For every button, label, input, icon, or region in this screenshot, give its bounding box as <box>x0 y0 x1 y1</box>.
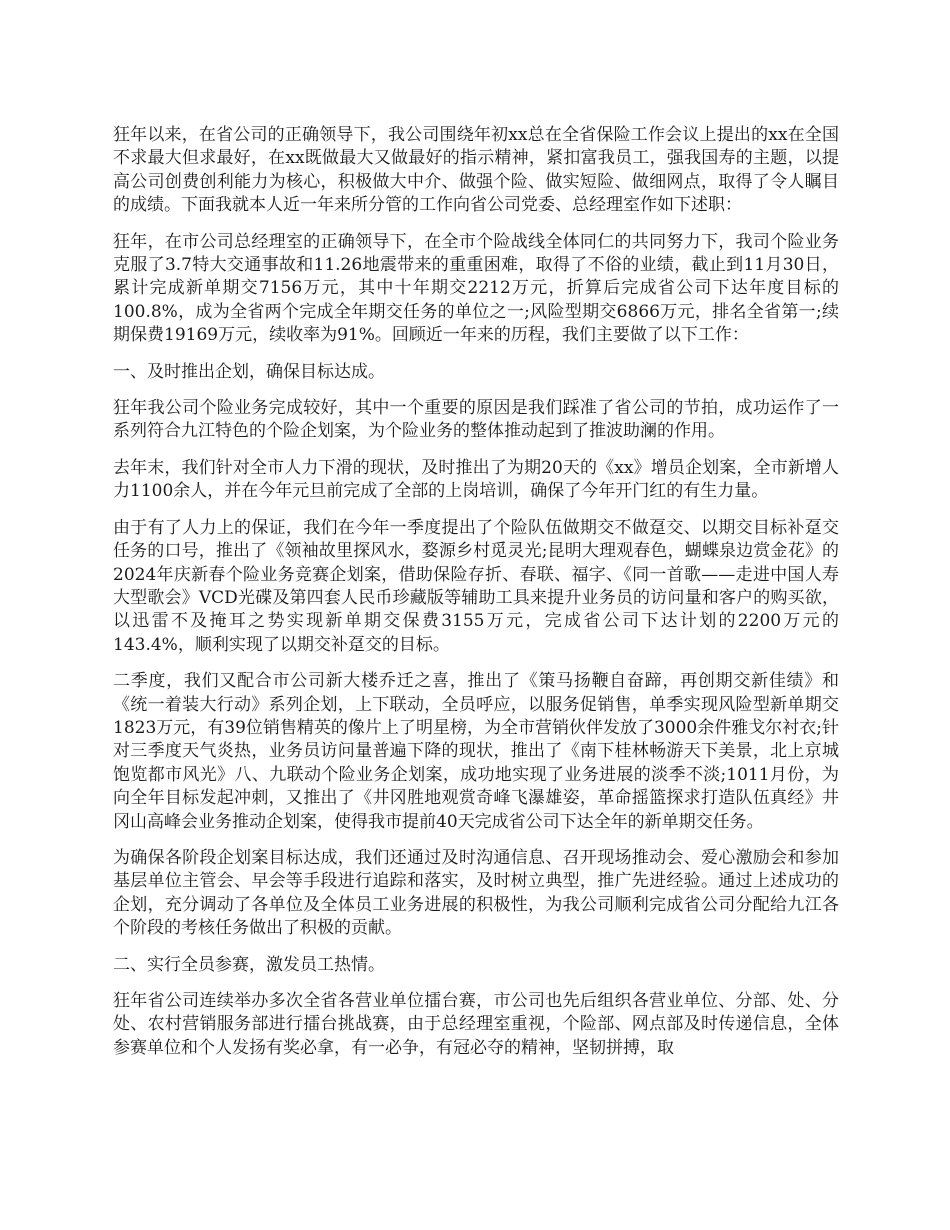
paragraph-performance-summary: 狂年，在市公司总经理室的正确领导下，在全市个险战线全体同仁的共同努力下，我司个险业务克服了3.7特大交通事故和11.26地震带来的重重困难，取得了不俗的业绩，截止到11月30日，累计完成新单期交7156万元，其中十年期交2212万元，折算后完成省公司下达年度目标的100.8%，成为全省两个完成全年期交任务的单位之一;风险型期交6866万元，排名全省第一;续期保费19169万元，续收率为91%。回顾近一年来的历程，我们主要做了以下工作： <box>113 231 839 346</box>
paragraph-competition: 狂年省公司连续举办多次全省各营业单位擂台赛，市公司也先后组织各营业单位、分部、处、分处、农村营销服务部进行擂台挑战赛，由于总经理室重视，个险部、网点部及时传递信息，全体参赛单位和个人发扬有奖必拿，有一必争，有冠必夺的精神，坚韧拼搏，取 <box>113 991 839 1058</box>
paragraph-recruitment: 去年末，我们针对全市人力下滑的现状，及时推出了为期20天的《xx》增员企划案，全市新增人力1100余人，并在今年元旦前完成了全部的上岗培训，确保了今年开门红的有生力量。 <box>113 457 839 502</box>
paragraph-follow-up: 为确保各阶段企划案目标达成，我们还通过及时沟通信息、召开现场推动会、爱心激励会和参加基层单位主管会、早会等手段进行追踪和落实，及时树立典型，推广先进经验。通过上述成功的企划，充分调动了各单位及全体员工业务进展的积极性，为我公司顺利完成省公司分配给九江各个阶段的考核任务做出了积极的贡献。 <box>113 847 839 939</box>
paragraph-q2-q4-campaigns: 二季度，我们又配合市公司新大楼乔迁之喜，推出了《策马扬鞭自奋蹄，再创期交新佳绩》和《统一着装大行动》系列企划，上下联动，全员呼应，以服务促销售，单季实现风险型新单期交1823万元，有39位销售精英的像片上了明星榜，为全市营销伙伴发放了3000余件雅戈尔衬衣;针对三季度天气炎热，业务员访问量普遍下降的现状，推出了《南下桂林畅游天下美景，北上京城饱览都市风光》八、九联动个险业务企划案，成功地实现了业务进展的淡季不淡;1011月份，为向全年目标发起冲刺，又推出了《井冈胜地观赏奇峰飞瀑雄姿，革命摇篮探求打造队伍真经》井冈山高峰会业务推动企划案，使得我市提前40天完成省公司下达全年的新单期交任务。 <box>113 671 839 832</box>
paragraph-q1-campaign: 由于有了人力上的保证，我们在今年一季度提出了个险队伍做期交不做趸交、以期交目标补趸交任务的口号，推出了《领袖故里探风水，婺源乡村觅灵光;昆明大理观春色，蝴蝶泉边赏金花》的2024年庆新春个险业务竞赛企划案，借助保险存折、春联、福字、《同一首歌——走进中国人寿大型歌会》VCD光碟及第四套人民币珍藏版等辅助工具来提升业务员的访问量和客户的购买欲，以迅雷不及掩耳之势实现新单期交保费3155万元，完成省公司下达计划的2200万元的143.4%，顺利实现了以期交补趸交的目标。 <box>113 517 839 655</box>
paragraph-planning-overview: 狂年我公司个险业务完成较好，其中一个重要的原因是我们踩准了省公司的节拍，成功运作了一系列符合九江特色的个险企划案，为个险业务的整体推动起到了推波助澜的作用。 <box>113 398 839 442</box>
section-heading-2: 二、实行全员参赛，激发员工热情。 <box>113 954 385 975</box>
document-body <box>113 124 839 1073</box>
paragraph-intro: 狂年以来，在省公司的正确领导下，我公司围绕年初xx总在全省保险工作会议上提出的xx在全国不求最大但求最好，在xx既做最大又做最好的指示精神，紧扣富我员工，强我国寿的主题，以提高公司创费创利能力为核心，积极做大中介、做强个险、做实短险、做细网点，取得了令人瞩目的成绩。下面我就本人近一年来所分管的工作向省公司党委、总经理室作如下述职： <box>113 125 839 216</box>
section-heading-1: 一、及时推出企划，确保目标达成。 <box>113 361 385 382</box>
